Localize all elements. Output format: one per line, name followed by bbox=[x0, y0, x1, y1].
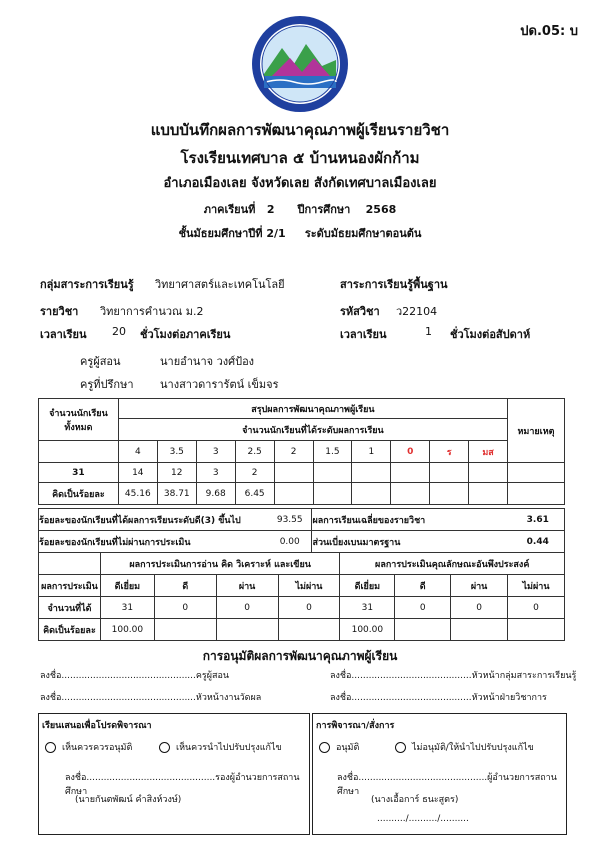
character-count: 0 bbox=[451, 597, 508, 619]
semester-year bbox=[0, 200, 600, 218]
character-percent: 100.00 bbox=[340, 619, 395, 641]
teacher-name: นายอำนาจ วงศ์ป้อง bbox=[160, 355, 255, 368]
form-code: ปด.05: บ bbox=[520, 24, 578, 39]
grade-count bbox=[274, 463, 313, 483]
weekly-value: 1 bbox=[425, 325, 432, 338]
grade-count: 2 bbox=[235, 463, 274, 483]
proposal-title: เรียนเสนอเพื่อโปรดพิจารณา bbox=[42, 721, 152, 731]
grade-percent bbox=[352, 483, 391, 505]
avg-value: 3.61 bbox=[512, 509, 565, 531]
grade-label: ชั้นมัธยมศึกษาปีที่ 2/1 bbox=[178, 227, 286, 240]
character-count: 0 bbox=[395, 597, 451, 619]
character-eval-title: ผลการประเมินคุณลักษณะอันพึงประสงค์ bbox=[340, 553, 565, 575]
eval-percent-label: คิดเป็นร้อยละ bbox=[39, 619, 101, 641]
group-value: วิทยาศาสตร์และเทคโนโลยี bbox=[155, 278, 285, 291]
radio-icon[interactable] bbox=[159, 742, 170, 753]
blank-cell bbox=[395, 619, 451, 641]
decision-date: ........../........../.......... bbox=[377, 814, 469, 824]
academic-head-signature: ลงชื่อ..........................................หัวหน้าฝ่ายวิชาการ bbox=[330, 693, 547, 703]
radio-icon[interactable] bbox=[45, 742, 56, 753]
blank-cell bbox=[154, 619, 216, 641]
hours-value: 20 bbox=[112, 325, 126, 338]
code-value: ว22104 bbox=[396, 305, 438, 318]
measurement-head-signature: ลงชื่อ...............................................หัวหน้างานวัดผล bbox=[40, 693, 262, 703]
grade-header: 1.5 bbox=[313, 441, 352, 463]
grade-count bbox=[352, 463, 391, 483]
decision-option-approve[interactable] bbox=[319, 740, 359, 754]
pass3-label: ร้อยละของนักเรียนที่ได้ผลการเรียนระดับดี(3) ขึ้นไป bbox=[39, 509, 269, 531]
proposal-box bbox=[38, 713, 310, 835]
grade-count bbox=[469, 463, 508, 483]
director-name: (นางเอื้อการ์ ธนะสูตร) bbox=[371, 795, 459, 805]
remark-cell bbox=[508, 483, 565, 505]
grade-sub-header: จำนวนนักเรียนที่ได้ระดับผลการเรียน bbox=[118, 419, 507, 441]
year-value: 2568 bbox=[365, 203, 397, 216]
summary-header: สรุปผลการพัฒนาคุณภาพผู้เรียน bbox=[118, 399, 507, 419]
grade-header: 1 bbox=[352, 441, 391, 463]
school-seal-logo bbox=[250, 14, 350, 114]
hours-label: เวลาเรียน bbox=[40, 328, 87, 341]
grade-percent: 9.68 bbox=[196, 483, 235, 505]
fail-label: ร้อยละของนักเรียนที่ไม่ผ่านการประเมิน bbox=[39, 531, 269, 553]
proposal-option-revise[interactable] bbox=[159, 740, 282, 754]
hours-unit: ชั่วโมงต่อภาคเรียน bbox=[140, 328, 231, 341]
weekly-unit: ชั่วโมงต่อสัปดาห์ bbox=[450, 328, 531, 341]
count-label: จำนวนที่ได้ bbox=[39, 597, 101, 619]
decision-option-approve-label: อนุมัติ bbox=[336, 743, 360, 753]
level-header: ผ่าน bbox=[451, 575, 508, 597]
approval-title: การอนุมัติผลการพัฒนาคุณภาพผู้เรียน bbox=[202, 649, 398, 663]
advisor-name: นางสาวดารารัตน์ เข็มจร bbox=[160, 378, 279, 391]
year-label: ปีการศึกษา bbox=[297, 203, 351, 216]
semester-value: 2 bbox=[266, 203, 275, 216]
grade-count bbox=[430, 463, 469, 483]
character-count: 31 bbox=[340, 597, 395, 619]
level-header: ผ่าน bbox=[216, 575, 278, 597]
grade-header: 3.5 bbox=[157, 441, 196, 463]
radio-icon[interactable] bbox=[395, 742, 406, 753]
grade-count: 14 bbox=[118, 463, 157, 483]
course-type: สาระการเรียนรู้พื้นฐาน bbox=[340, 278, 448, 291]
grade-header-incomplete: ร bbox=[430, 441, 469, 463]
level-header: ดีเยี่ยม bbox=[100, 575, 154, 597]
proposal-option-revise-label: เห็นควรนำไปปรับปรุงแก้ไข bbox=[176, 743, 282, 753]
grade-header: 2 bbox=[274, 441, 313, 463]
fail-value: 0.00 bbox=[268, 531, 312, 553]
grade-percent: 45.16 bbox=[118, 483, 157, 505]
proposal-option-approve-label: เห็นควรควรอนุมัติ bbox=[62, 743, 133, 753]
grade-count: 12 bbox=[157, 463, 196, 483]
deputy-name: (นายกันตพัฒน์ คำสิงห์วงษ์) bbox=[75, 795, 182, 805]
radio-icon[interactable] bbox=[319, 742, 330, 753]
grade-level bbox=[0, 224, 600, 242]
total-header: จำนวนนักเรียนทั้งหมด bbox=[39, 399, 119, 441]
level-header: ดีเยี่ยม bbox=[340, 575, 395, 597]
avg-label: ผลการเรียนเฉลี่ยของรายวิชา bbox=[312, 509, 512, 531]
evaluation-table bbox=[38, 552, 565, 641]
remark-cell bbox=[508, 463, 565, 483]
weekly-label: เวลาเรียน bbox=[340, 328, 387, 341]
reading-eval-title: ผลการประเมินการอ่าน คิด วิเคราะห์ และเขียน bbox=[100, 553, 339, 575]
percent-label: คิดเป็นร้อยละ bbox=[39, 483, 119, 505]
result-label: ผลการประเมิน bbox=[39, 575, 101, 597]
advisor-label: ครูที่ปรึกษา bbox=[80, 378, 134, 391]
grade-percent bbox=[274, 483, 313, 505]
level-label: ระดับมัธยมศึกษาตอนต้น bbox=[304, 227, 422, 240]
blank-cell bbox=[39, 553, 101, 575]
school-name: โรงเรียนเทศบาล ๕ บ้านหนองผักก้าม bbox=[180, 149, 420, 167]
decision-option-reject-label: ไม่อนุมัติ/ให้นำไปปรับปรุงแก้ไข bbox=[412, 743, 534, 753]
deputy-signature: ลงชื่อ.............................................รองผู้อำนวยการสถานศึกษา bbox=[65, 773, 300, 797]
grade-count bbox=[391, 463, 430, 483]
grade-percent bbox=[469, 483, 508, 505]
grade-header: 2.5 bbox=[235, 441, 274, 463]
total-students: 31 bbox=[39, 463, 119, 483]
code-label: รหัสวิชา bbox=[340, 305, 380, 318]
semester-label: ภาคเรียนที่ bbox=[203, 203, 256, 216]
blank-cell bbox=[508, 619, 565, 641]
subject-label: รายวิชา bbox=[40, 305, 79, 318]
level-header: ไม่ผ่าน bbox=[508, 575, 565, 597]
sd-label: ส่วนเบี่ยงเบนมาตรฐาน bbox=[312, 531, 512, 553]
level-header: ดี bbox=[395, 575, 451, 597]
grade-header: 4 bbox=[118, 441, 157, 463]
grade-header-ineligible: มส bbox=[469, 441, 508, 463]
blank-cell bbox=[216, 619, 278, 641]
teacher-signature: ลงชื่อ...............................................ครูผู้สอน bbox=[40, 671, 230, 681]
blank-cell bbox=[451, 619, 508, 641]
decision-option-reject[interactable] bbox=[395, 740, 534, 754]
reading-percent: 100.00 bbox=[100, 619, 154, 641]
remark-header: หมายเหตุ bbox=[508, 399, 565, 463]
summary-table bbox=[38, 398, 565, 505]
proposal-option-approve[interactable] bbox=[45, 740, 132, 754]
level-header: ดี bbox=[154, 575, 216, 597]
director-signature: ลงชื่อ.............................................ผู้อำนวยการสถานศึกษา bbox=[337, 773, 557, 797]
reading-count: 0 bbox=[154, 597, 216, 619]
teacher-label: ครูผู้สอน bbox=[80, 355, 121, 368]
stats-table bbox=[38, 508, 565, 553]
blank-cell bbox=[39, 441, 119, 463]
grade-header: 3 bbox=[196, 441, 235, 463]
subject-value: วิทยาการคำนวณ ม.2 bbox=[100, 305, 204, 318]
grade-count bbox=[313, 463, 352, 483]
sd-value: 0.44 bbox=[512, 531, 565, 553]
grade-header-fail: 0 bbox=[391, 441, 430, 463]
character-count: 0 bbox=[508, 597, 565, 619]
grade-percent: 38.71 bbox=[157, 483, 196, 505]
reading-count: 31 bbox=[100, 597, 154, 619]
grade-count: 3 bbox=[196, 463, 235, 483]
reading-count: 0 bbox=[216, 597, 278, 619]
grade-percent: 6.45 bbox=[235, 483, 274, 505]
level-header: ไม่ผ่าน bbox=[278, 575, 340, 597]
group-label: กลุ่มสาระการเรียนรู้ bbox=[40, 278, 134, 291]
grade-percent bbox=[313, 483, 352, 505]
reading-count: 0 bbox=[278, 597, 340, 619]
decision-title: การพิจารณา/สั่งการ bbox=[316, 721, 395, 731]
decision-box bbox=[312, 713, 567, 835]
school-location: อำเภอเมืองเลย จังหวัดเลย สังกัดเทศบาลเมืองเลย bbox=[163, 176, 437, 191]
grade-percent bbox=[430, 483, 469, 505]
form-title: แบบบันทึกผลการพัฒนาคุณภาพผู้เรียนรายวิชา bbox=[150, 121, 450, 139]
grade-percent bbox=[391, 483, 430, 505]
group-head-signature: ลงชื่อ..........................................หัวหน้ากลุ่มสาระการเรียนรู้ bbox=[330, 671, 577, 681]
blank-cell bbox=[278, 619, 340, 641]
pass3-value: 93.55 bbox=[268, 509, 312, 531]
